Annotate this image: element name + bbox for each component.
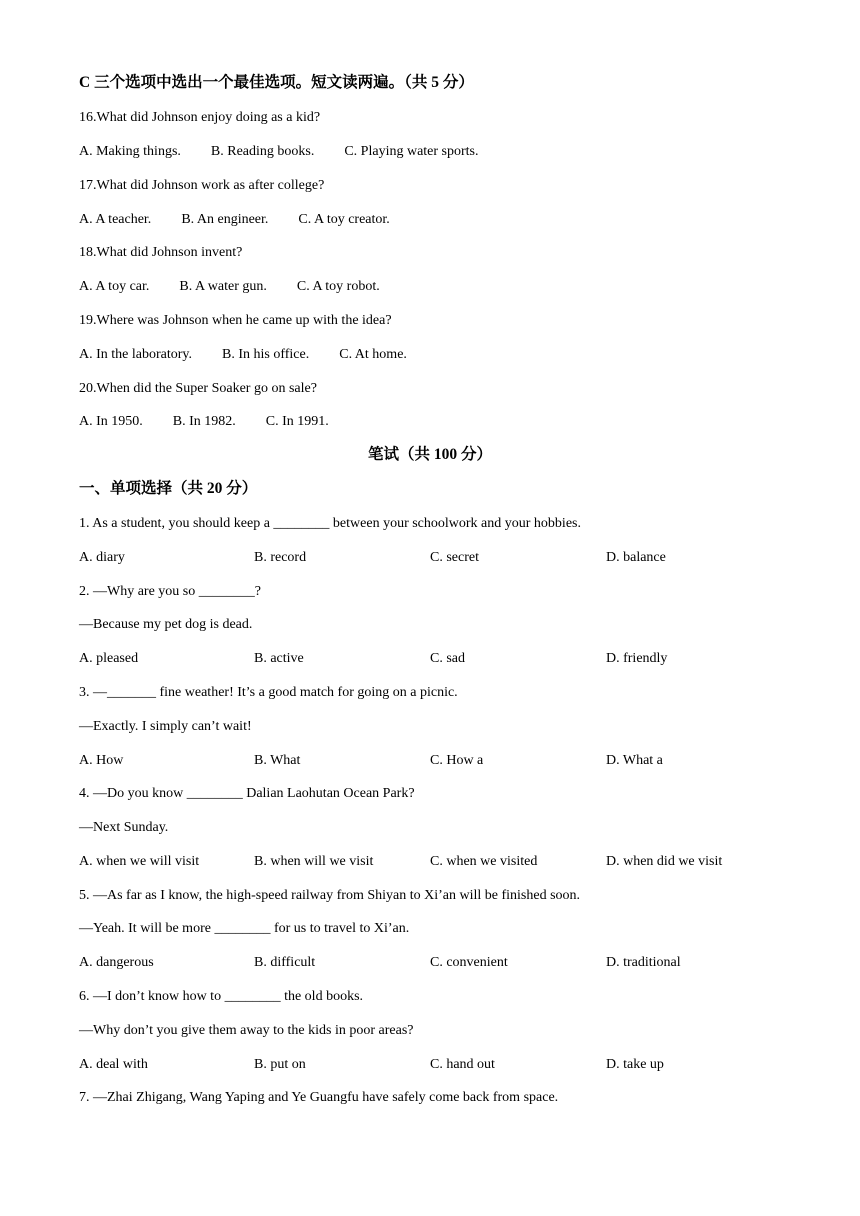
mc-2-option-a: A. pleased [79,651,139,666]
mc-6-option-a: A. deal with [79,1057,148,1072]
mc-5-reply: —Yeah. It will be more ________ for us to travel to Xi’an. [79,921,410,936]
mc-4-option-c: C. when we visited [430,854,538,869]
option-18-b: B. A water gun. [179,279,267,294]
mc-4-option-b: B. when will we visit [254,854,374,869]
question-stem-19: 19.Where was Johnson when he came up with the idea? [79,313,392,328]
mc-2-reply: —Because my pet dog is dead. [79,617,253,632]
mc-4-option-a: A. when we will visit [79,854,200,869]
option-18-a: A. A toy car. [79,279,150,294]
question-stem-20: 20.When did the Super Soaker go on sale? [79,381,317,396]
option-19-a: A. In the laboratory. [79,347,192,362]
option-17-c: C. A toy creator. [298,212,390,227]
mc-6-reply: —Why don’t you give them away to the kids in poor areas? [79,1023,414,1038]
question-stem-17: 17.What did Johnson work as after college? [79,178,325,193]
options-18 [79,278,410,296]
mc-7-stem: 7. —Zhai Zhigang, Wang Yaping and Ye Guangfu have safely come back from space. [79,1090,559,1105]
mc-1-option-b: B. record [254,550,307,565]
options-16 [79,143,509,161]
question-stem-16: 16.What did Johnson enjoy doing as a kid? [79,110,321,125]
mc-6-option-b: B. put on [254,1057,306,1072]
options-19 [79,346,437,364]
mc-5-option-a: A. dangerous [79,955,154,970]
section-1-heading: 一、单项选择（共 20 分） [79,480,258,497]
mc-4-reply: —Next Sunday. [79,820,169,835]
mc-3-option-a: A. How [79,753,124,768]
mc-6-stem: 6. —I don’t know how to ________ the old books. [79,989,364,1004]
mc-5-option-c: C. convenient [430,955,508,970]
mc-1-option-a: A. diary [79,550,125,565]
mc-2-stem: 2. —Why are you so ________? [79,584,261,599]
mc-1-option-c: C. secret [430,550,479,565]
option-20-a: A. In 1950. [79,414,143,429]
part-c-heading: C 三个选项中选出一个最佳选项。短文读两遍。（共 5 分） [79,74,474,91]
option-17-b: B. An engineer. [181,212,269,227]
option-19-c: C. At home. [339,347,407,362]
mc-4-stem: 4. —Do you know ________ Dalian Laohutan Ocean Park? [79,786,415,801]
option-20-c: C. In 1991. [265,414,329,429]
mc-1-stem: 1. As a student, you should keep a ________ between your schoolwork and your hobbies. [79,516,581,531]
mc-5-option-b: B. difficult [254,955,316,970]
option-20-b: B. In 1982. [172,414,236,429]
mc-3-option-c: C. How a [430,753,484,768]
option-18-c: C. A toy robot. [296,279,380,294]
mc-4-option-d: D. when did we visit [606,854,723,869]
option-19-b: B. In his office. [222,347,310,362]
option-17-a: A. A teacher. [79,212,152,227]
mc-2-option-d: D. friendly [606,651,668,666]
mc-2-option-c: C. sad [430,651,465,666]
mc-6-option-c: C. hand out [430,1057,495,1072]
mc-2-option-b: B. active [254,651,304,666]
mc-3-stem: 3. —_______ fine weather! It’s a good match for going on a picnic. [79,685,458,700]
mc-5-stem: 5. —As far as I know, the high-speed railway from Shiyan to Xi’an will be finished soon. [79,888,581,903]
mc-6-option-d: D. take up [606,1057,664,1072]
written-test-title: 笔试（共 100 分） [367,446,492,463]
mc-3-option-b: B. What [254,753,301,768]
mc-3-reply: —Exactly. I simply can’t wait! [79,719,252,734]
mc-3-option-d: D. What a [606,753,663,768]
mc-1-option-d: D. balance [606,550,666,565]
option-16-a: A. Making things. [79,144,181,159]
options-20 [79,413,359,431]
options-17 [79,211,420,229]
option-16-c: C. Playing water sports. [344,144,479,159]
option-16-b: B. Reading books. [210,144,315,159]
mc-5-option-d: D. traditional [606,955,681,970]
question-stem-18: 18.What did Johnson invent? [79,245,243,260]
